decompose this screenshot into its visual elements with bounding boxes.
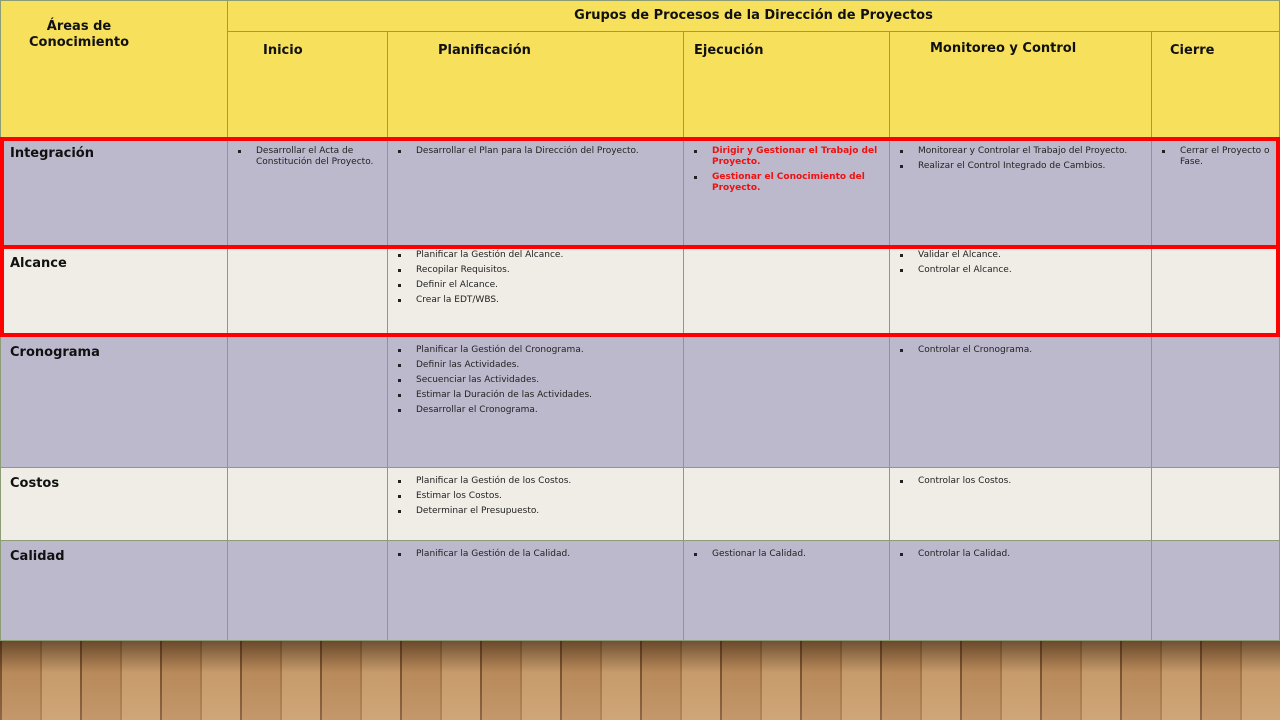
column-header-label: Planificación [438,43,531,58]
process-cell [889,336,1152,468]
process-cell [387,336,684,468]
process-cell [227,540,388,641]
process-item: Gestionar el Conocimiento del Proyecto. [692,172,883,194]
process-cell [227,247,388,337]
column-header-label: Ejecución [694,43,764,58]
area-cell [0,137,228,248]
process-cell [227,137,388,248]
area-label: Calidad [10,549,65,564]
process-item: Controlar los Costos. [898,476,1145,487]
process-cell [387,540,684,641]
process-item: Planificar la Gestión del Alcance. [396,250,677,261]
process-item: Gestionar la Calidad. [692,549,883,560]
process-cell [683,336,890,468]
groups-header [227,0,1280,32]
process-cell [1151,540,1280,641]
column-header-1 [387,31,684,138]
process-item: Controlar la Calidad. [898,549,1145,560]
areas-header [0,0,228,138]
area-cell [0,540,228,641]
process-item: Cerrar el Proyecto o Fase. [1160,146,1273,168]
column-header-4 [1151,31,1280,138]
process-cell [387,467,684,541]
column-header-2 [683,31,890,138]
area-cell [0,336,228,468]
process-cell [1151,137,1280,248]
process-cell [683,137,890,248]
column-header-label: Monitoreo y Control [930,41,1077,56]
process-item: Planificar la Gestión de la Calidad. [396,549,677,560]
column-header-0 [227,31,388,138]
process-item: Desarrollar el Cronograma. [396,405,677,416]
process-item: Dirigir y Gestionar el Trabajo del Proyecto. [692,146,883,168]
column-header-label: Cierre [1170,43,1215,58]
process-item: Definir las Actividades. [396,360,677,371]
process-item: Controlar el Alcance. [898,265,1145,276]
process-item: Estimar los Costos. [396,491,677,502]
process-cell [889,467,1152,541]
process-cell [227,467,388,541]
area-label: Alcance [10,256,67,271]
process-item: Planificar la Gestión del Cronograma. [396,345,677,356]
process-cell [1151,336,1280,468]
wood-floor-background [0,641,1280,720]
process-cell [1151,467,1280,541]
area-label: Integración [10,146,94,161]
areas-header-label: Áreas de Conocimiento [28,19,130,50]
process-cell [889,247,1152,337]
area-cell [0,247,228,337]
process-item: Controlar el Cronograma. [898,345,1145,356]
process-item: Crear la EDT/WBS. [396,295,677,306]
area-cell [0,467,228,541]
column-header-3 [889,31,1152,138]
area-label: Cronograma [10,345,100,360]
process-item: Planificar la Gestión de los Costos. [396,476,677,487]
area-label: Costos [10,476,60,491]
process-item: Determinar el Presupuesto. [396,506,677,517]
process-cell [227,336,388,468]
process-item: Realizar el Control Integrado de Cambios. [898,161,1145,172]
groups-header-label: Grupos de Procesos de la Dirección de Proyectos [574,8,933,23]
process-item: Definir el Alcance. [396,280,677,291]
process-item: Recopilar Requisitos. [396,265,677,276]
process-cell [683,247,890,337]
process-cell [387,137,684,248]
process-item: Desarrollar el Plan para la Dirección del Proyecto. [396,146,677,157]
process-cell [889,540,1152,641]
process-cell [683,540,890,641]
column-header-label: Inicio [263,43,303,58]
process-item: Validar el Alcance. [898,250,1145,261]
process-cell [683,467,890,541]
process-cell [889,137,1152,248]
process-cell [387,247,684,337]
process-item: Estimar la Duración de las Actividades. [396,390,677,401]
process-item: Secuenciar las Actividades. [396,375,677,386]
process-cell [1151,247,1280,337]
process-item: Monitorear y Controlar el Trabajo del Proyecto. [898,146,1145,157]
process-item: Desarrollar el Acta de Constitución del Proyecto. [236,146,381,168]
